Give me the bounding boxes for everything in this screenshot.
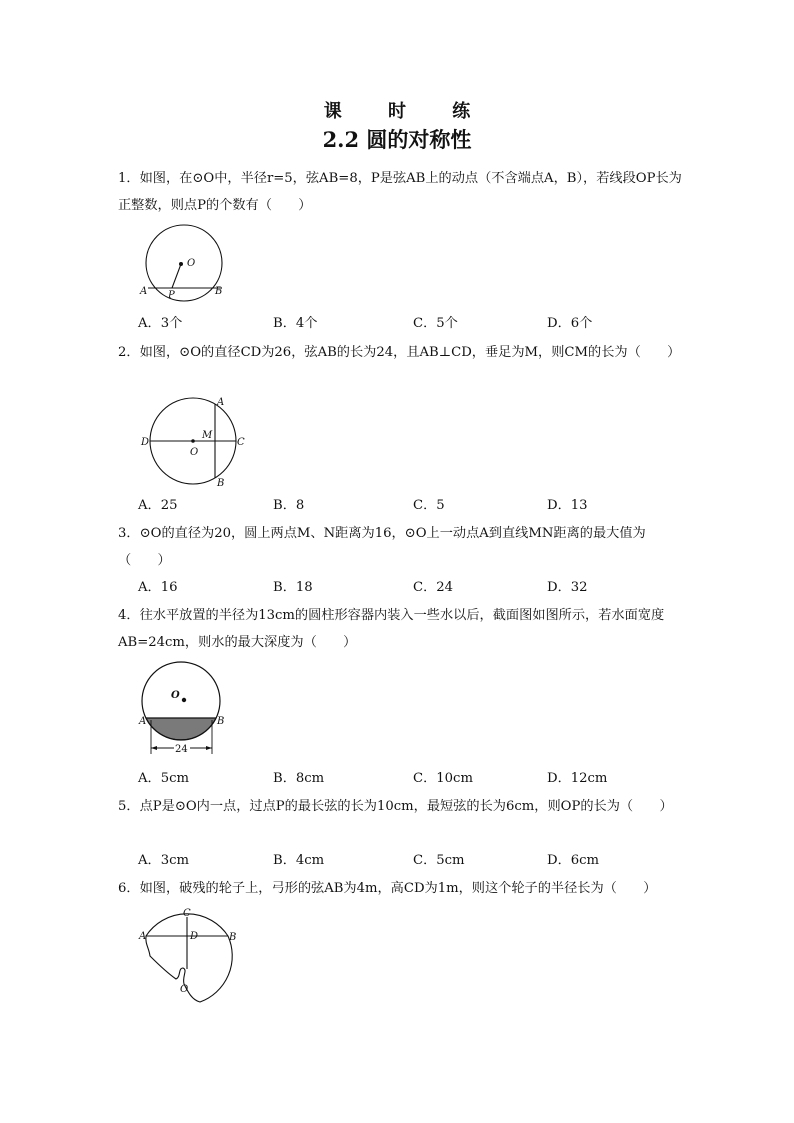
q4-label-a: A — [139, 716, 147, 727]
q6-label-d: D — [190, 931, 199, 942]
q6-label-o: O — [180, 984, 189, 995]
q4-option-b[interactable]: B．8cm — [273, 771, 325, 786]
question-4-figure — [138, 660, 238, 758]
question-5-text: 5．点P是⊙O内一点，过点P的最长弦的长为10cm，最短弦的长为6cm，则OP的长为（ ） — [118, 799, 673, 814]
question-3-text: 3．⊙O的直径为20，圆上两点M、N距离为16，⊙O上一动点A到直线MN距离的最大值为（ ） — [118, 526, 646, 568]
q1-label-o: O — [187, 258, 196, 269]
q2-label-d: D — [141, 437, 150, 448]
q2-label-c: C — [237, 437, 245, 448]
q4-option-c[interactable]: C．10cm — [413, 771, 473, 786]
q5-option-c[interactable]: C．5cm — [413, 853, 465, 868]
q6-label-a: A — [139, 931, 147, 942]
question-6-figure — [136, 906, 246, 1006]
q2-label-o: O — [190, 447, 199, 458]
q2-option-a[interactable]: A．25 — [138, 498, 178, 513]
q2-label-b: B — [217, 478, 225, 489]
question-2-text: 2．如图，⊙O的直径CD为26，弦AB的长为24，且AB⊥CD，垂足为M，则CM的长为（ ） — [118, 345, 681, 360]
q2-option-c[interactable]: C．5 — [413, 498, 445, 513]
q4-label-b: B — [217, 716, 225, 727]
q1-option-b[interactable]: B．4个 — [273, 316, 318, 331]
q5-option-b[interactable]: B．4cm — [273, 853, 325, 868]
question-2-figure — [138, 395, 250, 489]
q5-option-a[interactable]: A．3cm — [138, 853, 189, 868]
q1-option-c[interactable]: C．5个 — [413, 316, 458, 331]
q6-label-b: B — [229, 932, 237, 943]
question-1-text: 1．如图，在⊙O中，半径r=5，弦AB=8，P是弦AB上的动点（不含端点A，B），若线段OP长为正整数，则点P的个数有（ ） — [118, 171, 682, 213]
q6-label-c: C — [183, 908, 191, 919]
q4-option-d[interactable]: D．12cm — [547, 771, 608, 786]
q3-option-b[interactable]: B．18 — [273, 580, 313, 595]
question-1-figure — [134, 222, 234, 304]
q1-label-b: B — [215, 286, 223, 297]
q2-label-a: A — [217, 397, 225, 408]
q1-option-d[interactable]: D．6个 — [547, 316, 593, 331]
q4-label-o: O — [171, 690, 180, 701]
worksheet-title: 2.2 圆的对称性 — [322, 127, 472, 152]
q2-option-b[interactable]: B．8 — [273, 498, 305, 513]
question-4-text: 4．往水平放置的半径为13cm的圆柱形容器内装入一些水以后，截面图如图所示，若水面宽度AB=24cm，则水的最大深度为（ ） — [118, 608, 665, 650]
q2-label-m: M — [202, 430, 213, 441]
q4-label-width: 24 — [175, 744, 188, 755]
q3-option-a[interactable]: A．16 — [138, 580, 178, 595]
q1-option-a[interactable]: A．3个 — [138, 316, 183, 331]
q1-label-a: A — [140, 286, 148, 297]
q4-option-a[interactable]: A．5cm — [138, 771, 189, 786]
question-6-text: 6．如图，破残的轮子上，弓形的弦AB为4m，高CD为1m，则这个轮子的半径长为（ ） — [118, 881, 657, 896]
q3-option-d[interactable]: D．32 — [547, 580, 588, 595]
q5-option-d[interactable]: D．6cm — [547, 853, 600, 868]
q1-label-p: P — [168, 290, 175, 301]
q3-option-c[interactable]: C．24 — [413, 580, 454, 595]
q2-option-d[interactable]: D．13 — [547, 498, 588, 513]
worksheet-subtitle: 课 时 练 — [323, 101, 491, 122]
